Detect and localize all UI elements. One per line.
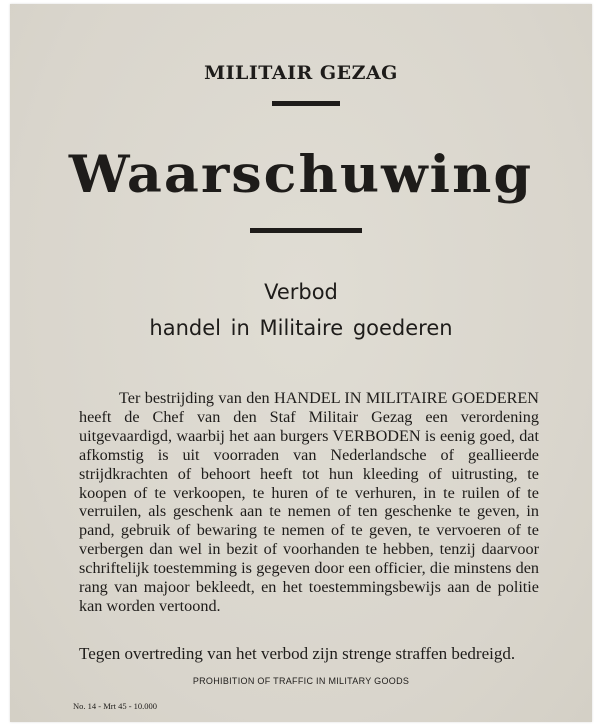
divider-rule-top bbox=[272, 101, 340, 106]
english-caption: PROHIBITION OF TRAFFIC IN MILITARY GOODS bbox=[192, 676, 410, 686]
closing-statement: Tegen overtreding van het verbod zijn strenge straffen bedreigd. bbox=[79, 644, 516, 663]
divider-rule-bottom bbox=[250, 228, 362, 233]
poster-sheet bbox=[10, 4, 592, 722]
subtitle-line-1: Verbod bbox=[264, 280, 338, 304]
header-military-authority: MILITAIR GEZAG bbox=[204, 62, 398, 84]
body-text bbox=[79, 389, 539, 616]
poster-title: Waarschuwing bbox=[68, 143, 534, 205]
body-paragraph: Ter bestrijding van den HANDEL IN MILITAIRE GOEDEREN heeft de Chef van den Staf Militair Gezag een verordening uitgevaardigd, waarbij het aan burgers VERBODEN is eenig goed, dat afkomstig is uit voorraden van Nederlandsche of geallieerde strijdkrachten of behoort heeft tot hun kleeding of uitrusting, te koopen of te verkoopen, te huren of te verhuren, in te ruilen of te verruilen, als geschenk aan te nemen of ten geschenke te geven, in pand, gebruik of bewaring te nemen of te geven, te vervoeren of te verbergen dan wel in bezit of voorhanden te hebben, tenzij daarvoor schriftelijk toestemming is gegeven door een officier, die minstens den rang van majoor bekleedt, en het toestemmingsbewijs aan de politie kan worden vertoond. bbox=[79, 389, 539, 615]
print-number: No. 14 - Mrt 45 - 10.000 bbox=[73, 701, 158, 711]
subtitle-line-2: handel in Militaire goederen bbox=[149, 316, 453, 340]
